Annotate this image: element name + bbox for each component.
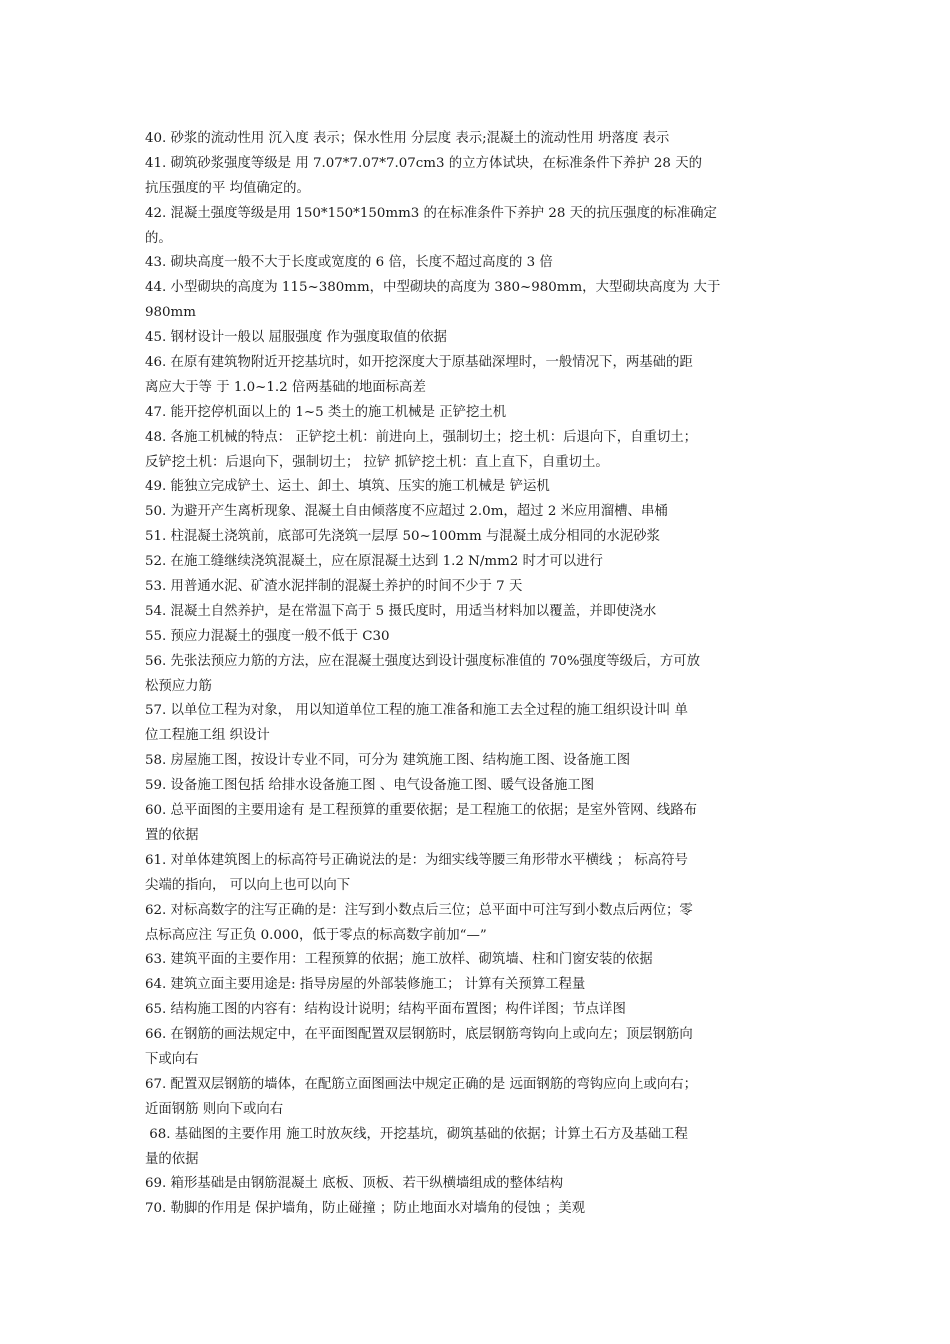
text-line: 松预应力筋 xyxy=(145,678,212,694)
text-line: 58. 房屋施工图，按设计专业不同，可分为 建筑施工图、结构施工图、设备施工图 xyxy=(145,753,631,769)
text-line: 量的依据 xyxy=(145,1151,199,1167)
text-line: 59. 设备施工图包括 给排水设备施工图 、电气设备施工图、暖气设备施工图 xyxy=(145,778,595,794)
text-line: 的。 xyxy=(145,230,172,246)
text-line: 43. 砌块高度一般不大于长度或宽度的 6 倍，长度不超过高度的 3 倍 xyxy=(145,255,553,271)
text-line: 980mm xyxy=(145,305,196,321)
text-line: 离应大于等 于 1.0~1.2 倍两基础的地面标高差 xyxy=(145,379,426,395)
text-line: 69. 箱形基础是由钢筋混凝土 底板、顶板、若干纵横墙组成的整体结构 xyxy=(145,1176,564,1192)
text-line: 41. 砌筑砂浆强度等级是 用 7.07*7.07*7.07cm3 的立方体试块，在标准条件下养护 28 天的 xyxy=(145,155,702,171)
text-line: 位工程施工组 织设计 xyxy=(145,728,270,744)
text-line: 52. 在施工缝继续浇筑混凝土，应在原混凝土达到 1.2 N/mm2 时才可以进行 xyxy=(145,554,603,570)
text-line: 63. 建筑平面的主要作用：工程预算的依据；施工放样、砌筑墙、柱和门窗安装的依据 xyxy=(145,952,653,968)
text-line: 47. 能开挖停机面以上的 1~5 类土的施工机械是 正铲挖土机 xyxy=(145,404,507,420)
text-line: 45. 钢材设计一般以 屈服强度 作为强度取值的依据 xyxy=(145,330,447,346)
text-line: 40. 砂浆的流动性用 沉入度 表示；保水性用 分层度 表示;混凝土的流动性用 坍落度 表示 xyxy=(145,131,670,146)
text-line: 62. 对标高数字的注写正确的是：注写到小数点后三位；总平面中可注写到小数点后两位；零 xyxy=(145,902,693,918)
text-line: 70. 勒脚的作用是 保护墙角，防止碰撞 ；防止地面水对墙角的侵蚀 ；美观 xyxy=(145,1201,586,1217)
text-line: 点标高应注 写正负 0.000，低于零点的标高数字前加“—” xyxy=(145,927,487,943)
text-line: 48. 各施工机械的特点： 正铲挖土机：前进向上，强制切土；挖土机：后退向下，自重切土； xyxy=(145,429,698,445)
text-line: 64. 建筑立面主要用途是: 指导房屋的外部装修施工； 计算有关预算工程量 xyxy=(145,977,586,993)
text-line: 44. 小型砌块的高度为 115~380mm，中型砌块的高度为 380~980mm，大型砌块高度为 大于 xyxy=(145,280,721,296)
text-line: 尖端的指向， 可以向上也可以向下 xyxy=(145,877,351,893)
text-line: 42. 混凝土强度等级是用 150*150*150mm3 的在标准条件下养护 28 天的抗压强度的标准确定 xyxy=(145,205,717,221)
text-line: 51. 柱混凝土浇筑前，底部可先浇筑一层厚 50~100mm 与混凝土成分相同的水泥砂浆 xyxy=(145,529,660,545)
text-line: 抗压强度的平 均值确定的。 xyxy=(145,180,310,196)
text-line: 49. 能独立完成铲土、运土、卸土、填筑、压实的施工机械是 铲运机 xyxy=(145,479,550,495)
text-line: 65. 结构施工图的内容有：结构设计说明；结构平面布置图；构件详图；节点详图 xyxy=(145,1002,626,1018)
text-line: 67. 配置双层钢筋的墙体，在配筋立面图画法中规定正确的是 远面钢筋的弯钩应向上或向右； xyxy=(145,1076,698,1092)
text-line: 53. 用普通水泥、矿渣水泥拌制的混凝土养护的时间不少于 7 天 xyxy=(145,579,523,595)
text-line: 66. 在钢筋的画法规定中，在平面图配置双层钢筋时，底层钢筋弯钩向上或向左；顶层钢筋向 xyxy=(145,1027,693,1043)
text-line: 下或向右 xyxy=(145,1051,199,1067)
text-line: 46. 在原有建筑物附近开挖基坑时，如开挖深度大于原基础深埋时，一般情况下，两基础的距 xyxy=(145,355,693,371)
text-line: 68. 基础图的主要作用 施工时放灰线，开挖基坑，砌筑基础的依据；计算土石方及基础工程 xyxy=(145,1126,688,1142)
text-line: 50. 为避开产生离析现象、混凝土自由倾落度不应超过 2.0m，超过 2 米应用溜槽、串桶 xyxy=(145,504,668,520)
text-line: 54. 混凝土自然养护，是在常温下高于 5 摄氏度时，用适当材料加以覆盖，并即使浇水 xyxy=(145,603,657,619)
text-line: 55. 预应力混凝土的强度一般不低于 C30 xyxy=(145,628,390,644)
text-line: 57. 以单位工程为对象， 用以知道单位工程的施工准备和施工去全过程的施工组织设计叫 单 xyxy=(145,703,688,719)
text-line: 反铲挖土机：后退向下，强制切土； 拉铲 抓铲挖土机：直上直下，自重切土。 xyxy=(145,454,609,470)
text-line: 61. 对单体建筑图上的标高符号正确说法的是：为细实线等腰三角形带水平横线 ； 标高符号 xyxy=(145,852,688,868)
text-line: 近面钢筋 则向下或向右 xyxy=(145,1101,284,1117)
text-line: 56. 先张法预应力筋的方法，应在混凝土强度达到设计强度标准值的 70%强度等级后，方可放 xyxy=(145,653,701,669)
document-body xyxy=(145,127,810,1222)
text-line: 60. 总平面图的主要用途有 是工程预算的重要依据；是工程施工的依据；是室外管网、线路布 xyxy=(145,803,698,819)
text-line: 置的依据 xyxy=(145,827,199,843)
